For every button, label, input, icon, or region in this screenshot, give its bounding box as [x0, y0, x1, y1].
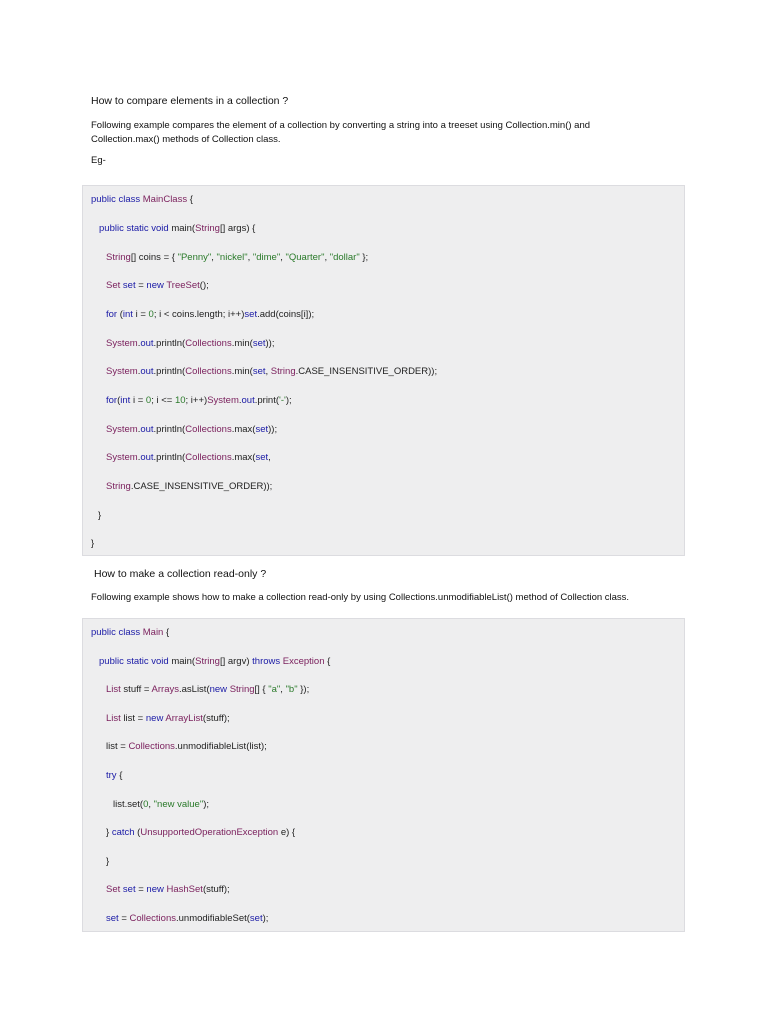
- code-line: [113, 799, 209, 811]
- code-token: ; i++): [185, 395, 208, 406]
- code-token: list =: [120, 713, 146, 724]
- code-token: HashSet: [166, 884, 203, 895]
- code-token: .add(coins[i]);: [257, 309, 315, 320]
- code-token: new: [146, 280, 167, 291]
- code-token: }: [106, 856, 110, 867]
- code-token: .: [137, 424, 141, 435]
- code-token: i =: [130, 395, 146, 406]
- code-token: Collections: [185, 366, 232, 377]
- code-token: (: [119, 309, 123, 320]
- code-token: String: [270, 366, 296, 377]
- code-line: [106, 395, 292, 407]
- eg-label: Eg-: [91, 155, 106, 166]
- code-token: public static void: [99, 656, 172, 667]
- code-line: [106, 684, 309, 696]
- code-token: .: [137, 452, 141, 463]
- code-token: set: [106, 913, 119, 924]
- code-token: ,: [211, 252, 217, 263]
- code-token: System: [106, 338, 138, 349]
- code-token: public static void: [99, 223, 172, 234]
- code-block-compare-elements: [82, 185, 685, 556]
- code-token: "nickel": [216, 252, 248, 263]
- code-token: TreeSet: [166, 280, 200, 291]
- code-token: .min(: [231, 366, 253, 377]
- code-token: System: [106, 424, 138, 435]
- code-token: =: [135, 884, 147, 895]
- code-token: ));: [265, 338, 275, 349]
- code-line: [99, 656, 330, 668]
- code-line: [106, 366, 437, 378]
- code-token: .asList(: [178, 684, 210, 695]
- code-token: set: [249, 913, 263, 924]
- code-token: String: [195, 656, 220, 667]
- code-token: String: [195, 223, 220, 234]
- code-token: {: [163, 627, 170, 638]
- code-token: ,: [280, 252, 286, 263]
- code-token: .min(: [231, 338, 253, 349]
- code-token: Collections: [128, 741, 175, 752]
- code-token: .println(: [153, 338, 186, 349]
- code-token: =: [135, 280, 147, 291]
- code-token: });: [297, 684, 310, 695]
- code-block-read-only-collection: [82, 618, 685, 932]
- section1-heading: How to compare elements in a collection ?: [91, 95, 289, 107]
- code-token: public class: [91, 194, 143, 205]
- code-token: =: [118, 913, 130, 924]
- code-token: .print(: [254, 395, 280, 406]
- code-line: [106, 338, 274, 350]
- code-token: set: [255, 424, 269, 435]
- code-line: [91, 538, 94, 550]
- code-token: .CASE_INSENSITIVE_ORDER));: [130, 481, 273, 492]
- code-token: UnsupportedOperationException: [140, 827, 279, 838]
- code-token: .println(: [153, 424, 186, 435]
- code-token: Exception: [282, 656, 325, 667]
- code-token: 0: [145, 395, 152, 406]
- code-token: System: [207, 395, 239, 406]
- code-token: "Penny": [177, 252, 212, 263]
- code-token: String: [106, 252, 131, 263]
- code-line: [106, 913, 268, 925]
- code-token: new: [145, 713, 166, 724]
- code-token: [] argv): [219, 656, 253, 667]
- code-line: [106, 424, 277, 436]
- code-token: );: [203, 799, 210, 810]
- code-token: ,: [148, 799, 154, 810]
- code-line: [98, 510, 101, 522]
- code-line: [106, 252, 368, 264]
- code-token: for: [106, 309, 120, 320]
- code-line: [106, 884, 230, 896]
- code-token: set: [244, 309, 258, 320]
- code-token: 10: [174, 395, 186, 406]
- code-token: [] {: [254, 684, 269, 695]
- code-token: .max(: [231, 452, 256, 463]
- code-line: [91, 194, 193, 206]
- code-token: (stuff);: [202, 884, 230, 895]
- code-token: throws: [252, 656, 283, 667]
- code-token: 0: [148, 309, 154, 320]
- code-line: [106, 770, 122, 782]
- code-token: String: [229, 684, 255, 695]
- code-token: int: [122, 309, 133, 320]
- code-token: ; i <=: [151, 395, 175, 406]
- code-token: .println(: [153, 366, 186, 377]
- code-token: (: [134, 827, 141, 838]
- code-line: [106, 741, 267, 753]
- code-token: public class: [91, 627, 143, 638]
- code-token: String: [106, 481, 131, 492]
- code-token: }: [98, 510, 102, 521]
- code-line: [106, 452, 271, 464]
- code-token: {: [324, 656, 331, 667]
- code-line: [106, 481, 272, 493]
- code-token: ();: [199, 280, 209, 291]
- code-line: [106, 309, 314, 321]
- code-token: .unmodifiableList(list);: [174, 741, 267, 752]
- code-token: list.set(: [113, 799, 144, 810]
- code-token: MainClass: [142, 194, 188, 205]
- code-token: main(: [171, 223, 196, 234]
- code-token: Arrays: [151, 684, 179, 695]
- code-token: .unmodifiableSet(: [175, 913, 250, 924]
- code-token: out: [241, 395, 255, 406]
- section2-heading: How to make a collection read-only ?: [94, 568, 267, 580]
- code-token: list =: [106, 741, 129, 752]
- code-token: );: [285, 395, 292, 406]
- code-token: .max(: [231, 424, 256, 435]
- code-token: ,: [247, 252, 253, 263]
- code-token: .println(: [153, 452, 186, 463]
- code-token: i =: [132, 309, 149, 320]
- code-token: for: [106, 395, 118, 406]
- code-token: "dollar": [329, 252, 360, 263]
- section1-description: Following example compares the element of a collection by converting a string into a treeset using Collection.min() and Collection.max() methods of Collection class.: [91, 120, 591, 145]
- code-token: out: [140, 366, 154, 377]
- code-token: Collections: [129, 913, 176, 924]
- code-token: Collections: [185, 452, 232, 463]
- code-token: .: [238, 395, 242, 406]
- code-token: '-': [279, 395, 286, 406]
- code-token: ; i < coins.length; i++): [153, 309, 245, 320]
- code-token: ,: [265, 366, 271, 377]
- code-token: {: [187, 194, 193, 205]
- code-token: int: [120, 395, 131, 406]
- code-line: [91, 627, 169, 639]
- code-token: Main: [142, 627, 164, 638]
- code-token: stuff =: [120, 684, 152, 695]
- code-token: .: [137, 366, 141, 377]
- code-line: [106, 713, 230, 725]
- code-token: }: [106, 827, 112, 838]
- code-token: System: [106, 452, 138, 463]
- code-token: new: [209, 684, 230, 695]
- code-token: "b": [285, 684, 298, 695]
- section2-description: Following example shows how to make a collection read-only by using Collections.unmodifiableList() method of Collection class.: [91, 592, 630, 603]
- code-token: set: [252, 366, 266, 377]
- code-token: "a": [268, 684, 281, 695]
- code-token: e) {: [278, 827, 296, 838]
- code-token: out: [140, 338, 154, 349]
- code-token: .CASE_INSENSITIVE_ORDER));: [295, 366, 438, 377]
- code-token: );: [262, 913, 269, 924]
- code-token: set: [122, 280, 136, 291]
- code-token: 0: [143, 799, 149, 810]
- code-token: Set: [106, 884, 123, 895]
- code-token: set: [252, 338, 266, 349]
- code-token: {: [116, 770, 123, 781]
- code-token: set: [122, 884, 136, 895]
- code-token: "new value": [153, 799, 204, 810]
- code-token: set: [255, 452, 269, 463]
- code-token: "Quarter": [285, 252, 325, 263]
- code-token: main(: [171, 656, 196, 667]
- code-token: "dime": [252, 252, 281, 263]
- code-token: [] coins = {: [130, 252, 178, 263]
- code-token: List: [106, 684, 121, 695]
- code-token: (stuff);: [202, 713, 230, 724]
- code-token: ,: [280, 684, 286, 695]
- code-token: new: [146, 884, 167, 895]
- code-line: [106, 827, 295, 839]
- code-token: out: [140, 452, 154, 463]
- code-token: ));: [268, 424, 278, 435]
- code-token: }: [91, 538, 95, 549]
- code-token: catch: [111, 827, 135, 838]
- code-token: (: [117, 395, 121, 406]
- code-token: [] args) {: [219, 223, 256, 234]
- code-token: .: [137, 338, 141, 349]
- code-token: Set: [106, 280, 123, 291]
- code-token: out: [140, 424, 154, 435]
- code-token: System: [106, 366, 138, 377]
- code-token: };: [359, 252, 369, 263]
- code-token: Collections: [185, 424, 232, 435]
- code-line: [106, 280, 209, 292]
- code-line: [106, 856, 109, 868]
- code-token: Collections: [185, 338, 232, 349]
- code-token: ArrayList: [165, 713, 203, 724]
- code-line: [99, 223, 255, 235]
- code-token: ,: [268, 452, 271, 463]
- code-token: ,: [324, 252, 330, 263]
- code-token: List: [106, 713, 121, 724]
- code-token: try: [106, 770, 117, 781]
